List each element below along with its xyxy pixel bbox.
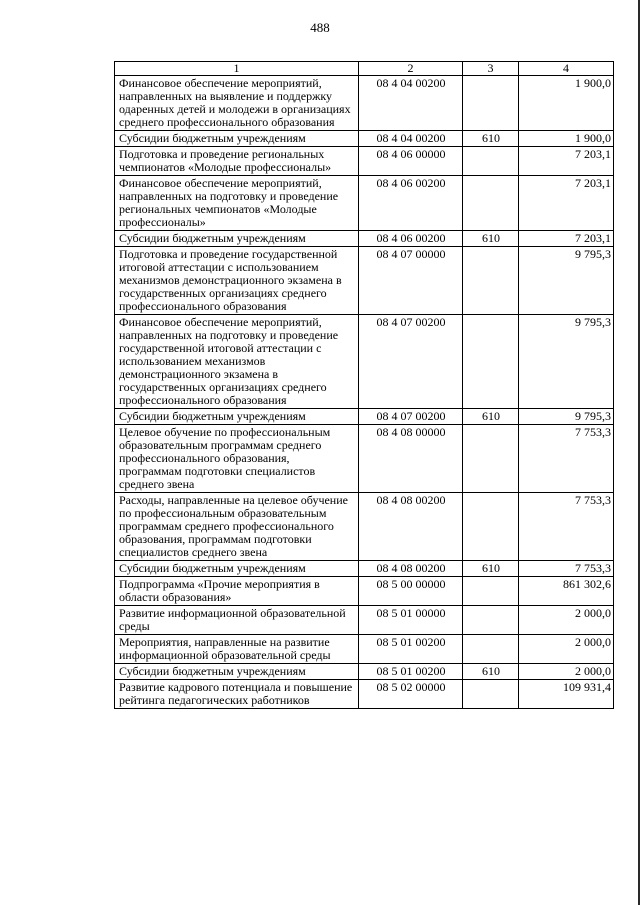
table-row — [115, 664, 614, 680]
row-name-cell: Подготовка и проведение государственной итоговой аттестации с использованием механизмов демонстрационного экзамена в государственных организациях среднего профессионального образования — [115, 247, 359, 315]
row-name-cell: Расходы, направленные на целевое обучение по профессиональным образовательным программам среднего профессионального образования, программам подготовки специалистов среднего звена — [115, 493, 359, 561]
row-amount-cell: 2 000,0 — [519, 606, 614, 635]
row-expense-type-cell — [463, 606, 519, 635]
column-header-name: 1 — [115, 62, 359, 76]
row-amount-cell: 7 203,1 — [519, 147, 614, 176]
row-expense-type-cell — [463, 635, 519, 664]
row-expense-type-cell — [463, 425, 519, 493]
table-row — [115, 493, 614, 561]
row-code-cell: 08 5 01 00000 — [359, 606, 463, 635]
row-amount-cell: 9 795,3 — [519, 247, 614, 315]
row-name-cell: Подпрограмма «Прочие мероприятия в области образования» — [115, 577, 359, 606]
table-row — [115, 131, 614, 147]
row-code-cell: 08 5 00 00000 — [359, 577, 463, 606]
row-code-cell: 08 4 08 00200 — [359, 493, 463, 561]
row-amount-cell: 109 931,4 — [519, 680, 614, 709]
row-code-cell: 08 5 01 00200 — [359, 635, 463, 664]
row-code-cell: 08 4 07 00000 — [359, 247, 463, 315]
row-name-cell: Подготовка и проведение региональных чемпионатов «Молодые профессионалы» — [115, 147, 359, 176]
row-expense-type-cell: 610 — [463, 409, 519, 425]
row-name-cell: Развитие информационной образовательной среды — [115, 606, 359, 635]
row-name-cell: Развитие кадрового потенциала и повышение рейтинга педагогических работников — [115, 680, 359, 709]
row-code-cell: 08 4 06 00000 — [359, 147, 463, 176]
row-expense-type-cell — [463, 577, 519, 606]
table-row — [115, 577, 614, 606]
row-amount-cell: 9 795,3 — [519, 409, 614, 425]
row-amount-cell: 2 000,0 — [519, 635, 614, 664]
table-row — [115, 76, 614, 131]
row-name-cell: Целевое обучение по профессиональным образовательным программам среднего профессионального образования, программам подготовки специалистов среднего звена — [115, 425, 359, 493]
row-name-cell: Субсидии бюджетным учреждениям — [115, 131, 359, 147]
row-name-cell: Финансовое обеспечение мероприятий, направленных на подготовку и проведение региональных чемпионатов «Молодые профессионалы» — [115, 176, 359, 231]
page-number: 488 — [310, 20, 330, 35]
row-amount-cell: 7 203,1 — [519, 176, 614, 231]
column-header-amount: 4 — [519, 62, 614, 76]
table-header-row — [115, 62, 614, 76]
row-name-cell: Мероприятия, направленные на развитие информационной образовательной среды — [115, 635, 359, 664]
row-amount-cell: 2 000,0 — [519, 664, 614, 680]
table-row — [115, 425, 614, 493]
row-expense-type-cell — [463, 147, 519, 176]
row-code-cell: 08 5 01 00200 — [359, 664, 463, 680]
row-expense-type-cell — [463, 680, 519, 709]
row-expense-type-cell — [463, 247, 519, 315]
row-expense-type-cell — [463, 315, 519, 409]
table-row — [115, 315, 614, 409]
row-expense-type-cell: 610 — [463, 664, 519, 680]
row-amount-cell: 7 753,3 — [519, 493, 614, 561]
row-name-cell: Субсидии бюджетным учреждениям — [115, 664, 359, 680]
row-code-cell: 08 4 04 00200 — [359, 131, 463, 147]
row-expense-type-cell: 610 — [463, 231, 519, 247]
row-code-cell: 08 4 08 00000 — [359, 425, 463, 493]
column-header-type: 3 — [463, 62, 519, 76]
table-row — [115, 247, 614, 315]
row-amount-cell: 1 900,0 — [519, 131, 614, 147]
row-amount-cell: 7 203,1 — [519, 231, 614, 247]
row-name-cell: Субсидии бюджетным учреждениям — [115, 561, 359, 577]
row-name-cell: Субсидии бюджетным учреждениям — [115, 231, 359, 247]
table-row — [115, 147, 614, 176]
budget-table — [114, 61, 614, 709]
row-amount-cell: 7 753,3 — [519, 561, 614, 577]
row-code-cell: 08 4 08 00200 — [359, 561, 463, 577]
column-header-code: 2 — [359, 62, 463, 76]
row-code-cell: 08 4 07 00200 — [359, 409, 463, 425]
table-row — [115, 231, 614, 247]
row-expense-type-cell — [463, 176, 519, 231]
table-row — [115, 409, 614, 425]
row-code-cell: 08 5 02 00000 — [359, 680, 463, 709]
row-code-cell: 08 4 06 00200 — [359, 231, 463, 247]
row-code-cell: 08 4 06 00200 — [359, 176, 463, 231]
table-row — [115, 561, 614, 577]
row-amount-cell: 7 753,3 — [519, 425, 614, 493]
row-code-cell: 08 4 07 00200 — [359, 315, 463, 409]
row-expense-type-cell — [463, 493, 519, 561]
row-amount-cell: 1 900,0 — [519, 76, 614, 131]
table-row — [115, 635, 614, 664]
row-name-cell: Финансовое обеспечение мероприятий, направленных на подготовку и проведение государственной итоговой аттестации с использованием механизмов демонстрационного экзамена в государственных организациях среднего профессионального образования — [115, 315, 359, 409]
row-expense-type-cell: 610 — [463, 561, 519, 577]
table-row — [115, 680, 614, 709]
row-name-cell: Финансовое обеспечение мероприятий, направленных на выявление и поддержку одаренных детей и молодежи в организациях среднего профессионального образования — [115, 76, 359, 131]
row-amount-cell: 861 302,6 — [519, 577, 614, 606]
row-code-cell: 08 4 04 00200 — [359, 76, 463, 131]
row-expense-type-cell — [463, 76, 519, 131]
row-amount-cell: 9 795,3 — [519, 315, 614, 409]
row-name-cell: Субсидии бюджетным учреждениям — [115, 409, 359, 425]
table-row — [115, 606, 614, 635]
table-row — [115, 176, 614, 231]
row-expense-type-cell: 610 — [463, 131, 519, 147]
